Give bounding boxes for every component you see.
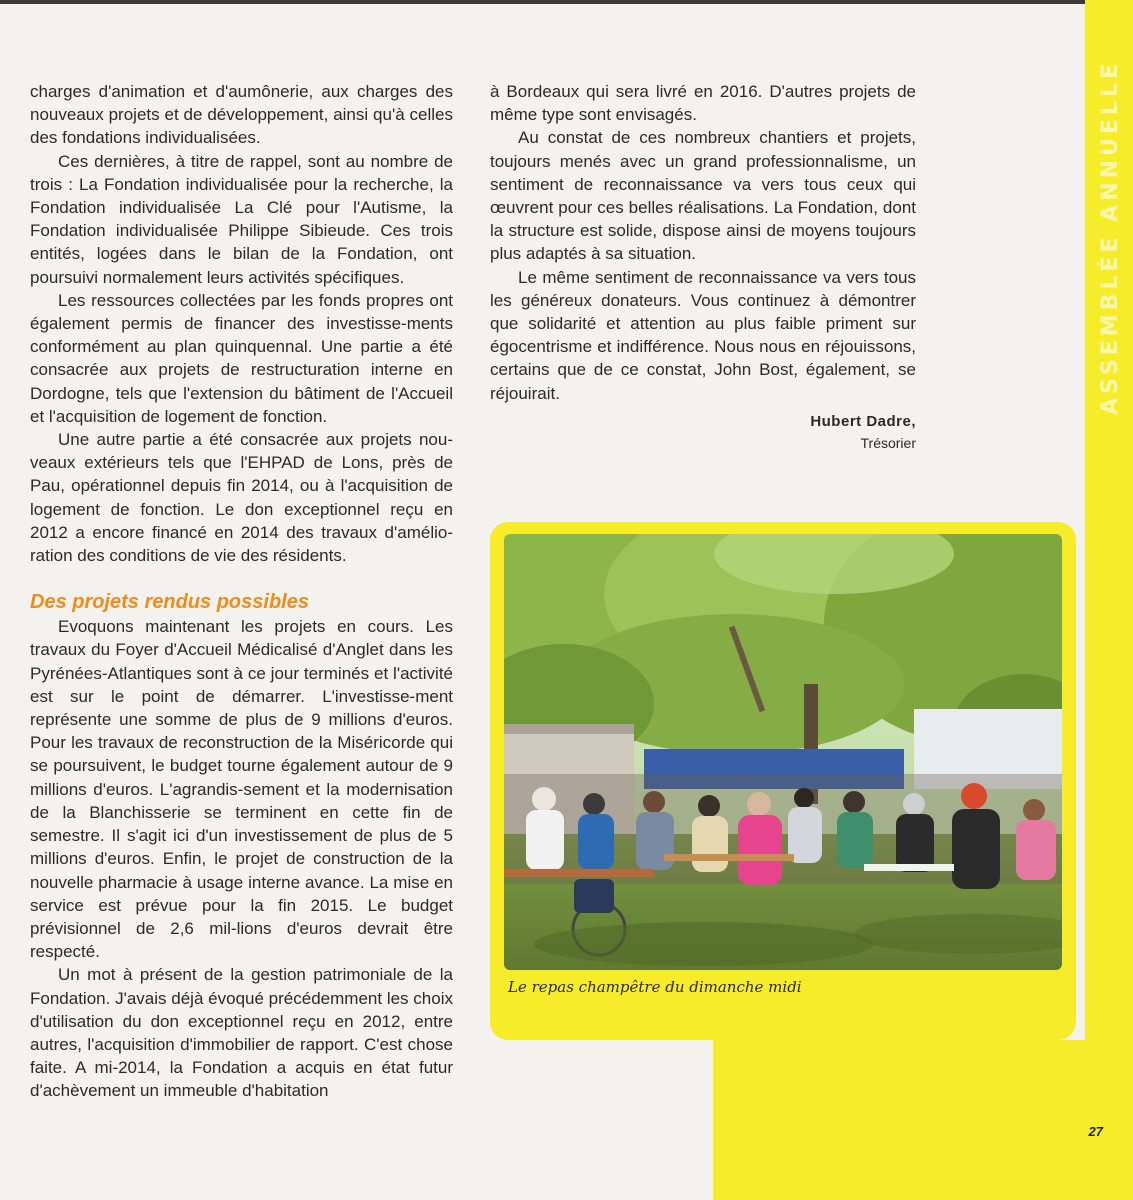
top-rule — [0, 0, 1133, 4]
photo-caption: Le repas champêtre du dimanche midi — [508, 978, 802, 996]
signature-name: Hubert Dadre, — [810, 412, 916, 430]
right-paragraph-1: à Bordeaux qui sera livré en 2016. D'autres projets de même type sont envisagés. — [490, 82, 916, 125]
side-band-title: ASSEMBLÉE ANNUELLE — [1098, 60, 1123, 415]
right-column — [490, 80, 916, 453]
side-band — [1085, 0, 1133, 1200]
bottom-yellow-block — [713, 1040, 1133, 1200]
picnic-photo — [504, 534, 1062, 970]
signature — [490, 411, 916, 453]
section-paragraph-2: Un mot à présent de la gestion patrimoniale de la Fondation. J'avais déjà évoqué précédemment les choix d'utilisation du don exceptionnel reçu en 2012, entre autres, l'acquisition d'immobilier de rapport. C'est chose faite. A mi-2014, la Fondation a acquis en état futur d'achèvement un immeuble d'habitation — [30, 965, 453, 1101]
left-paragraph-1: charges d'animation et d'aumônerie, aux charges des nouveaux projets et de développement, ainsi qu'à celles des fondations individualisées. — [30, 82, 453, 148]
left-paragraph-2: Ces dernières, à titre de rappel, sont au nombre de trois : La Fondation individualisée pour la recherche, la Fondation individualisée La Clé pour l'Autisme, la Fondation individualisée Philippe Sibieude. Ces trois entités, logées dans le bilan de la Fondation, ont poursuivi normalement leurs activités spécifiques. — [30, 151, 453, 287]
left-column — [30, 80, 453, 1103]
section-paragraph-1: Evoquons maintenant les projets en cours. Les travaux du Foyer d'Accueil Médicalisé d'Anglet dans les Pyrénées-Atlantiques sont à ce jour terminés et l'activité est sur le point de démarrer. L'investisse-ment représente une somme de plus de 9 millions d'euros. Pour les travaux de reconstruction de la Miséricorde qui se poursuivent, le budget tourne également autour de 9 millions d'euros. L'agrandis-sement et la modernisation de la Blanchisserie se terminent en cette fin de semestre. Il s'agit ici d'un investissement de plus de 5 millions d'euros. Enfin, le projet de construction de la nouvelle pharmacie à usage interne avance. La mise en service est prévue pour la fin 2015. Le budget prévisionnel de 2,6 mil-lions d'euros devrait être respecté. — [30, 617, 453, 962]
photo-card — [490, 522, 1076, 1040]
picnic-scene-illustration — [504, 534, 1062, 970]
page-number: 27 — [1088, 1124, 1103, 1139]
left-paragraph-4: Une autre partie a été consacrée aux projets nou-veaux extérieurs tels que l'EHPAD de Lons, près de Pau, opérationnel depuis fin 2014, ou à l'acquisition de logement de fonction. Le don exceptionnel reçu en 2012 a encore financé en 2014 des travaux d'amélio-ration des conditions de vie des résidents. — [30, 430, 453, 566]
left-paragraph-3: Les ressources collectées par les fonds propres ont également permis de financer des investisse-ments conformément au plan quinquennal. Une partie a été consacrée aux projets de restructuration interne en Dordogne, tels que l'extension du bâtiment de l'Accueil et l'acquisition de logement de fonction. — [30, 290, 453, 426]
signature-role: Trésorier — [860, 434, 916, 451]
right-paragraph-3: Le même sentiment de reconnaissance va vers tous les généreux donateurs. Vous continuez à démontrer que solidarité et attention au plus faible priment sur égocentrisme et indifférence. Nous nous en réjouissons, certains que de ce constat, John Bost, également, se réjouirait. — [490, 267, 916, 403]
section-heading: Des projets rendus possibles — [30, 591, 309, 614]
right-paragraph-2: Au constat de ces nombreux chantiers et projets, toujours menés avec un grand professionnalisme, un sentiment de reconnaissance va vers tous ceux qui œuvrent pour ces belles réalisations. La Fondation, dont la structure est solide, dispose ainsi de moyens toujours plus adaptés à sa situation. — [490, 128, 916, 264]
